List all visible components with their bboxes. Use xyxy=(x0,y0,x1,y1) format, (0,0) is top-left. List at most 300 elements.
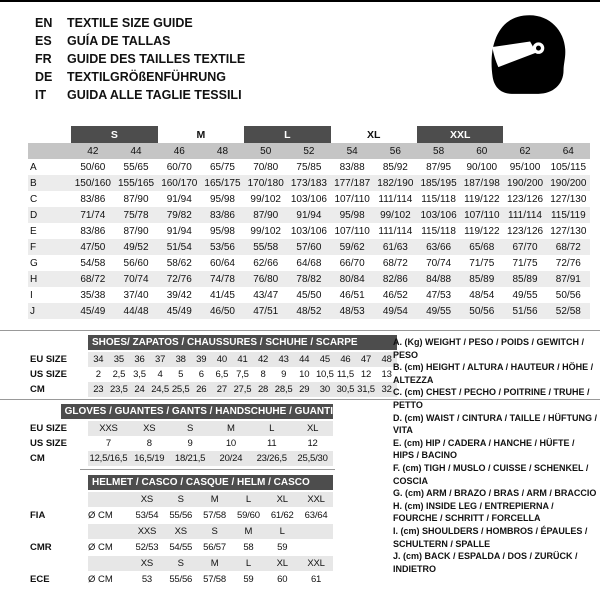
value-cell: 38 xyxy=(175,354,186,365)
language-row xyxy=(35,50,245,68)
size-group-header-row xyxy=(28,126,590,143)
language-code: DE xyxy=(35,70,53,84)
measurement-cell: 72/76 xyxy=(158,271,201,287)
measurement-row xyxy=(28,303,590,319)
measurement-cell: 64/68 xyxy=(296,257,322,269)
standard-label: CMR xyxy=(30,542,52,553)
measurement-cell: 46/50 xyxy=(201,303,244,319)
measurement-cell: 190/200 xyxy=(547,175,590,191)
language-title-list xyxy=(35,14,245,104)
measurement-cell: 119/122 xyxy=(464,193,500,205)
measurement-cell: 68/72 xyxy=(547,239,590,255)
measurement-cell: 50/60 xyxy=(80,161,106,173)
row-letter-cell: F xyxy=(28,239,71,255)
measurement-cell: 119/122 xyxy=(464,225,500,237)
row-cells xyxy=(88,571,333,588)
measurement-cell: 47/50 xyxy=(71,239,114,255)
value-cell: 12 xyxy=(360,369,372,380)
value-cell: 55/56 xyxy=(169,574,193,585)
helmet-title: HELMET / CASCO / CASQUE / HELM / CASCO xyxy=(88,475,333,490)
measurement-cell: 47/53 xyxy=(426,289,452,301)
size-cell: 56 xyxy=(374,143,417,159)
measurement-cell: 51/56 xyxy=(503,303,546,319)
size-cell: S xyxy=(211,526,218,537)
row-label: EU SIZE xyxy=(30,423,67,434)
measurement-cell: 90/100 xyxy=(466,161,498,173)
legend-item: C. (cm) CHEST / PECHO / POITRINE / TRUHE / PETTO xyxy=(393,387,590,410)
value-cell: 46 xyxy=(340,354,351,365)
measurement-cell: 45/49 xyxy=(158,303,201,319)
measurement-cell: 82/86 xyxy=(374,271,417,287)
value-cell: 52/53 xyxy=(135,542,159,553)
measurement-cell: 68/72 xyxy=(382,257,408,269)
language-row xyxy=(35,86,245,104)
shoes-size-table xyxy=(30,335,397,397)
measurement-cell: 70/80 xyxy=(253,161,279,173)
legend-item: A. (Kg) WEIGHT / PESO / POIDS / GEWITCH / PESO xyxy=(393,337,585,360)
measurement-cell: 49/54 xyxy=(374,303,417,319)
value-cell: 36 xyxy=(134,354,145,365)
guide-title: GUIDA ALLE TAGLIE TESSILI xyxy=(67,88,242,102)
measurement-cell: 79/82 xyxy=(158,207,201,223)
value-cell: 59/60 xyxy=(237,510,260,521)
size-cell: XS xyxy=(174,526,187,537)
value-cell: 24,5 xyxy=(151,384,169,395)
value-cell: 23 xyxy=(93,384,104,395)
measurement-row xyxy=(28,175,590,191)
helmet-value-row xyxy=(30,507,333,524)
value-cell: 44 xyxy=(299,354,310,365)
value-cell: 18/21,5 xyxy=(174,453,206,464)
standard-label: ECE xyxy=(30,574,50,585)
value-cell: 6 xyxy=(198,369,204,380)
measurement-cell: 45/50 xyxy=(296,289,322,301)
value-cell: 6,5 xyxy=(215,369,229,380)
measurement-cell: 173/183 xyxy=(287,175,330,191)
measurement-cell: 59/62 xyxy=(331,239,374,255)
value-cell: S xyxy=(187,423,194,434)
measurement-row xyxy=(28,223,590,239)
measurement-cell: 67/70 xyxy=(503,239,546,255)
row-cells xyxy=(88,421,333,436)
legend-item: I. (cm) SHOULDERS / HOMBROS / ÉPAULES / SCHULTERN / SPALLE xyxy=(393,525,588,549)
measurement-cell: 111/114 xyxy=(378,193,413,205)
measurement-cell: 60/64 xyxy=(209,257,235,269)
size-cell: 50 xyxy=(244,143,287,159)
section-row xyxy=(30,451,333,466)
measurement-cell: 185/195 xyxy=(417,175,460,191)
value-cell: 27 xyxy=(216,384,227,395)
value-cell: 31,5 xyxy=(357,384,375,395)
section-row xyxy=(30,421,333,436)
measurement-cell: 99/102 xyxy=(250,225,281,237)
measurement-cell: 83/88 xyxy=(339,161,365,173)
value-cell: 4 xyxy=(157,369,163,380)
row-cells xyxy=(88,524,333,539)
measurement-cell: 105/115 xyxy=(550,161,587,173)
value-cell: 59 xyxy=(277,542,288,553)
helmet-size-header-row xyxy=(30,492,333,507)
helmet-value-row xyxy=(30,539,333,556)
size-cell: 60 xyxy=(460,143,503,159)
measurement-cell: 65/75 xyxy=(209,161,235,173)
measurement-cell: 61/63 xyxy=(374,239,417,255)
language-row xyxy=(35,32,245,50)
helmet-size-header-row xyxy=(30,524,333,539)
size-cell: XL xyxy=(276,494,288,505)
measurement-cell: 56/60 xyxy=(123,257,149,269)
measurement-cell: 71/74 xyxy=(71,207,114,223)
legend-item: B. (cm) HEIGHT / ALTURA / HAUTEUR / HÖHE / ALTEZZA xyxy=(393,362,594,385)
row-letter-cell: E xyxy=(30,225,37,237)
measurement-cell: 84/88 xyxy=(417,271,460,287)
size-cell: 62 xyxy=(503,143,546,159)
size-cell: XL xyxy=(276,558,288,569)
measurement-cell: 48/53 xyxy=(331,303,374,319)
value-cell: 29 xyxy=(299,384,310,395)
row-cells xyxy=(88,556,333,571)
measurement-cell: 71/75 xyxy=(469,257,495,269)
size-cell: L xyxy=(245,558,251,569)
row-letter-cell xyxy=(28,143,71,159)
value-cell: 37 xyxy=(154,354,166,365)
measurement-cell: 46/51 xyxy=(339,289,365,301)
measurement-cell: 41/45 xyxy=(209,289,235,301)
row-cells xyxy=(88,382,397,397)
measurement-cell: 103/106 xyxy=(290,193,327,205)
size-cell: 64 xyxy=(547,143,590,159)
size-cell: XXL xyxy=(307,558,325,569)
section-row xyxy=(30,436,333,451)
value-cell: 10,5 xyxy=(315,369,334,380)
value-cell: 24 xyxy=(134,384,145,395)
measurement-cell: 76/80 xyxy=(244,271,287,287)
measurement-cell: 170/180 xyxy=(244,175,287,191)
row-letter-cell: B xyxy=(28,175,71,191)
section-divider xyxy=(0,330,600,331)
measurement-cell: 190/200 xyxy=(503,175,546,191)
measurement-cell: 48/52 xyxy=(287,303,330,319)
section-row xyxy=(30,367,397,382)
language-code: ES xyxy=(35,34,52,48)
measurement-row xyxy=(28,271,590,287)
value-cell: XS xyxy=(143,423,156,434)
guide-title: GUÍA DE TALLAS xyxy=(67,34,171,48)
row-label: CM xyxy=(30,384,45,395)
value-cell: 2 xyxy=(95,369,101,380)
measurement-cell: 52/58 xyxy=(547,303,590,319)
measurement-cell: 68/72 xyxy=(71,271,114,287)
measurement-row xyxy=(28,191,590,207)
size-group-xl: XL xyxy=(367,128,381,141)
value-cell: 30,5 xyxy=(336,384,355,395)
measurement-row xyxy=(28,287,590,303)
standard-label: FIA xyxy=(30,510,46,521)
measurement-cell: 107/110 xyxy=(334,193,370,205)
value-cell: 8 xyxy=(146,438,152,449)
language-code: IT xyxy=(35,88,47,102)
size-cell: L xyxy=(245,494,251,505)
measurement-cell: 123/126 xyxy=(506,225,544,237)
row-cells xyxy=(88,539,333,556)
measurement-cell: 111/114 xyxy=(503,207,546,223)
size-cell: 42 xyxy=(71,143,114,159)
measurement-cell: 87/91 xyxy=(547,271,590,287)
measurement-cell: 115/118 xyxy=(421,193,456,205)
helmet-logo-icon xyxy=(490,14,568,109)
measurement-cell: 57/60 xyxy=(287,239,330,255)
size-cell: 52 xyxy=(287,143,330,159)
value-cell: 25,5/30 xyxy=(297,453,328,464)
language-code: FR xyxy=(35,52,52,66)
measurement-row xyxy=(28,255,590,271)
value-cell: 7,5 xyxy=(236,369,249,380)
size-cell: M xyxy=(210,494,219,505)
measurement-cell: 95/100 xyxy=(509,161,541,173)
measurement-cell: 65/68 xyxy=(460,239,503,255)
value-cell: 8 xyxy=(260,369,266,380)
value-cell: 42 xyxy=(257,354,269,365)
value-cell: 47 xyxy=(360,354,372,365)
size-cell: XS xyxy=(140,494,154,505)
row-letter-cell: C xyxy=(30,193,38,205)
measurement-cell: 50/56 xyxy=(555,289,581,301)
size-group-m: M xyxy=(196,128,206,141)
value-cell: 35 xyxy=(113,354,124,365)
measurement-cell: 111/114 xyxy=(378,225,413,237)
value-cell: XL xyxy=(306,423,319,434)
measurement-cell: 91/94 xyxy=(166,193,192,205)
value-cell: 23/26,5 xyxy=(256,453,287,464)
measurement-cell: 95/98 xyxy=(209,193,235,205)
measurement-cell: 44/48 xyxy=(114,303,157,319)
measurement-cell: 91/94 xyxy=(166,225,192,237)
measurement-cell: 115/119 xyxy=(547,207,590,223)
size-cell: 46 xyxy=(158,143,201,159)
value-cell: 26 xyxy=(196,384,207,395)
size-cell: 58 xyxy=(417,143,460,159)
value-cell: 60 xyxy=(277,574,288,585)
measurement-cell: 103/106 xyxy=(417,207,460,223)
measurement-cell: 87/90 xyxy=(123,193,149,205)
value-cell: 63/64 xyxy=(304,510,328,521)
size-cell: XXS xyxy=(137,526,157,537)
value-cell: 11 xyxy=(266,438,277,449)
size-group-s: S xyxy=(71,126,157,143)
measurement-cell: 46/52 xyxy=(382,289,408,301)
value-cell: 10 xyxy=(299,369,310,380)
measurement-cell: 127/130 xyxy=(550,225,587,237)
value-cell: 61 xyxy=(310,574,322,585)
measurement-cell: 51/54 xyxy=(158,239,201,255)
measurement-cell: 85/89 xyxy=(503,271,546,287)
measurement-cell: 53/56 xyxy=(201,239,244,255)
value-cell: 25,5 xyxy=(171,384,190,395)
row-cells xyxy=(88,436,333,451)
measurement-cell: 70/74 xyxy=(114,271,157,287)
row-label: US SIZE xyxy=(30,438,67,449)
language-code: EN xyxy=(35,16,53,30)
row-label: CM xyxy=(30,453,45,464)
row-cells xyxy=(88,507,333,524)
measurement-cell: 85/89 xyxy=(460,271,503,287)
measurement-cell: 72/76 xyxy=(555,257,581,269)
row-letter-cell: H xyxy=(28,271,71,287)
measurement-cell: 54/58 xyxy=(80,257,106,269)
size-cell: 54 xyxy=(331,143,374,159)
measurement-row xyxy=(28,239,590,255)
measurement-cell: 58/62 xyxy=(166,257,192,269)
row-letter-cell: G xyxy=(30,257,38,269)
measurement-cell: 39/42 xyxy=(166,289,192,301)
measurement-cell: 70/74 xyxy=(426,257,452,269)
row-cells xyxy=(88,451,333,466)
value-cell: 7 xyxy=(105,438,111,449)
measurement-cell: 49/55 xyxy=(512,289,538,301)
legend-item: D. (cm) WAIST / CINTURA / TAILLE / HÜFTUNG / VITA xyxy=(393,412,597,436)
value-cell: 28,5 xyxy=(274,384,293,395)
helmet-value-row xyxy=(30,571,333,588)
value-cell: 20/24 xyxy=(219,453,243,464)
shoes-title: SHOES/ ZAPATOS / CHAUSSURES / SCHUHE / SCARPE xyxy=(88,335,397,350)
measurement-cell: 103/106 xyxy=(290,225,327,237)
measurement-cell: 83/86 xyxy=(80,193,106,205)
section-divider xyxy=(80,469,335,470)
measurement-cell: 63/66 xyxy=(417,239,460,255)
value-cell: 28 xyxy=(257,384,269,395)
value-cell: 61/62 xyxy=(270,510,294,521)
value-cell: 13 xyxy=(381,369,392,380)
measurement-cell: 155/165 xyxy=(114,175,157,191)
measurement-cell: 99/102 xyxy=(250,193,281,205)
row-cells xyxy=(88,352,397,367)
gloves-size-table xyxy=(30,404,333,466)
size-group-empty xyxy=(503,126,546,143)
section-row xyxy=(30,352,397,367)
value-cell: 32 xyxy=(381,384,392,395)
value-cell: XXS xyxy=(99,423,118,434)
measurement-cell: 37/40 xyxy=(123,289,149,301)
value-cell: 57/58 xyxy=(203,510,226,521)
value-cell: 12 xyxy=(307,438,318,449)
measurement-cell: 160/170 xyxy=(158,175,201,191)
measurement-cell: 165/175 xyxy=(201,175,244,191)
size-cell: XS xyxy=(140,558,154,569)
measurement-cell: 115/118 xyxy=(421,225,456,237)
value-cell: 53 xyxy=(141,574,152,585)
value-cell: 58 xyxy=(243,542,254,553)
measurement-cell: 99/102 xyxy=(374,207,417,223)
row-letter-cell: I xyxy=(30,289,33,301)
measurement-legend xyxy=(393,336,598,575)
helmet-size-header-row xyxy=(30,556,333,571)
size-cell: XXL xyxy=(307,494,325,505)
measurement-cell: 47/51 xyxy=(244,303,287,319)
value-cell: 48 xyxy=(381,354,392,365)
value-cell: 56/57 xyxy=(203,542,226,553)
value-cell: 2,5 xyxy=(112,369,126,380)
measurement-cell: 87/90 xyxy=(123,225,149,237)
language-row xyxy=(35,14,245,32)
measurement-cell: 75/78 xyxy=(114,207,157,223)
measurement-cell: 71/75 xyxy=(512,257,538,269)
measurement-cell: 150/160 xyxy=(71,175,114,191)
measurement-cell: 78/82 xyxy=(287,271,330,287)
value-cell: 3,5 xyxy=(133,369,146,380)
legend-item: H. (cm) INSIDE LEG / ENTREPIERNA / FOURCHE / SCHRITT / FORCELLA xyxy=(393,500,554,524)
size-cell: 48 xyxy=(201,143,244,159)
measurement-cell: 123/126 xyxy=(506,193,544,205)
section-title-row xyxy=(30,404,333,419)
diameter-unit-label: Ø CM xyxy=(88,542,113,553)
main-size-table xyxy=(28,126,590,319)
measurement-cell: 50/56 xyxy=(460,303,503,319)
measurement-cell: 66/70 xyxy=(339,257,365,269)
size-group-empty xyxy=(28,126,71,143)
value-cell: 53/54 xyxy=(135,510,159,521)
value-cell: 59 xyxy=(243,574,254,585)
measurement-cell: 45/49 xyxy=(71,303,114,319)
value-cell: 45 xyxy=(319,354,330,365)
row-label: EU SIZE xyxy=(30,354,67,365)
measurement-cell: 85/92 xyxy=(382,161,408,173)
measurement-cell: 83/86 xyxy=(80,225,106,237)
legend-item: G. (cm) ARM / BRAZO / BRAS / ARM / BRACCIO xyxy=(393,488,597,499)
size-cell: M xyxy=(244,526,253,537)
diameter-unit-label: Ø CM xyxy=(88,510,113,521)
measurement-cell: 182/190 xyxy=(374,175,417,191)
row-letter-cell: J xyxy=(28,303,71,319)
value-cell: L xyxy=(269,423,275,434)
value-cell: 57/58 xyxy=(203,574,226,585)
measurement-cell: 74/78 xyxy=(201,271,244,287)
value-cell: 9 xyxy=(281,369,287,380)
value-cell: 27,5 xyxy=(233,384,252,395)
size-cell: L xyxy=(279,526,285,537)
guide-title: TEXTILE SIZE GUIDE xyxy=(67,16,193,30)
size-cell: M xyxy=(210,558,219,569)
measurement-row xyxy=(28,159,590,175)
measurement-cell: 177/187 xyxy=(331,175,374,191)
measurement-cell: 127/130 xyxy=(550,193,587,205)
section-title-row xyxy=(30,475,333,490)
measurement-cell: 75/85 xyxy=(296,161,322,173)
language-row xyxy=(35,68,245,86)
measurement-row xyxy=(28,207,590,223)
value-cell: 12,5/16,5 xyxy=(89,453,128,464)
value-cell: 39 xyxy=(196,354,207,365)
section-row xyxy=(30,382,397,397)
size-cell: S xyxy=(177,494,184,505)
size-cell: S xyxy=(177,558,184,569)
value-cell: 10 xyxy=(225,438,236,449)
measurement-cell: 80/84 xyxy=(331,271,374,287)
measurement-cell: 95/98 xyxy=(331,207,374,223)
helmet-size-table xyxy=(30,475,333,588)
size-cell: 44 xyxy=(114,143,157,159)
measurement-cell: 49/55 xyxy=(417,303,460,319)
measurement-cell: 187/198 xyxy=(460,175,503,191)
value-cell: 54/55 xyxy=(169,542,193,553)
measurement-cell: 87/90 xyxy=(244,207,287,223)
measurement-cell: 48/54 xyxy=(469,289,495,301)
value-cell: 11,5 xyxy=(336,369,354,380)
measurement-cell: 95/98 xyxy=(209,225,235,237)
row-label: US SIZE xyxy=(30,369,67,380)
measurement-cell: 87/95 xyxy=(426,161,452,173)
measurement-cell: 35/38 xyxy=(80,289,106,301)
legend-item: J. (cm) BACK / ESPALDA / DOS / ZURÜCK / INDIETRO xyxy=(393,551,578,574)
